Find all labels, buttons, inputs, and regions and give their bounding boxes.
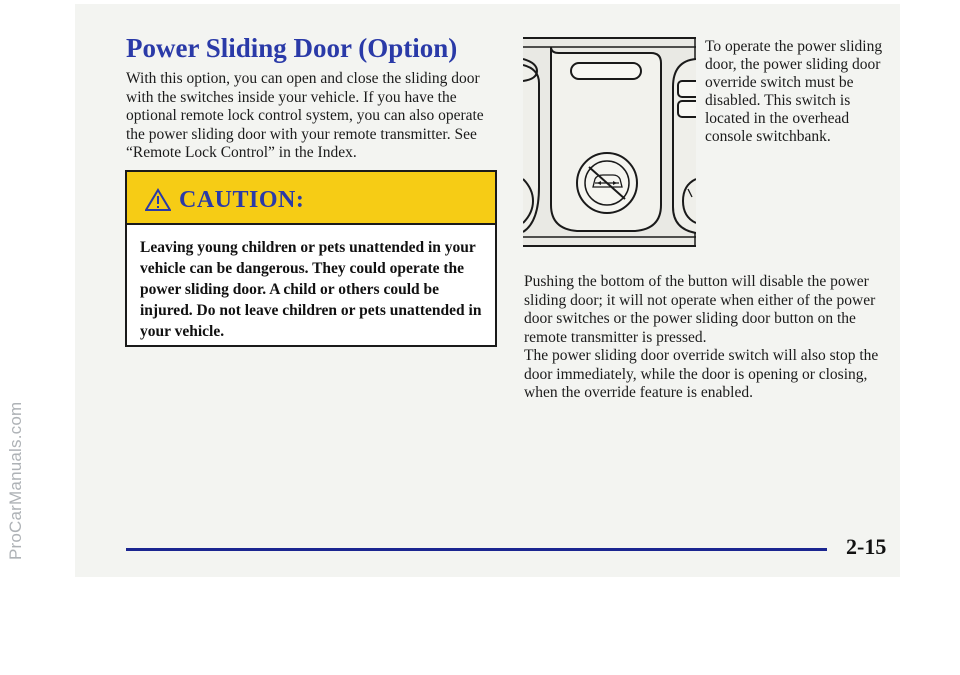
intro-paragraph: With this option, you can open and close the sliding door with the switches inside your vehicle. If you have the optional remote lock control system, you can also operate the power sliding door with your remote transmitter. See “Remote Lock Control” in the Index. — [126, 70, 484, 161]
stop-door-paragraph: The power sliding door override switch will also stop the door immediately, while the door is opening or closing, when the override feature is enabled. — [524, 347, 879, 401]
warning-triangle-icon — [145, 188, 171, 212]
caution-text: Leaving young children or pets unattended in your vehicle can be dangerous. They could operate the power sliding door. A child or others could be injured. Do not leave children or pets unattended in your vehicle. — [140, 239, 482, 340]
footer-rule — [126, 548, 827, 551]
page-number: 2-15 — [846, 534, 887, 559]
override-switch-paragraph: To operate the power sliding door, the power sliding door override switch must be disabled. This switch is located in the overhead console switchbank. — [705, 38, 883, 145]
caution-header — [127, 172, 495, 225]
disable-button-paragraph: Pushing the bottom of the button will disable the power sliding door; it will not operate when either of the power door switches or the power sliding door button on the remote transmitter is pressed. — [524, 273, 876, 346]
watermark: ProCarManuals.com — [6, 401, 25, 560]
override-switch-illustration — [523, 37, 696, 247]
caution-title: CAUTION: — [179, 187, 305, 213]
section-title: Power Sliding Door (Option) — [126, 33, 458, 63]
caution-box — [125, 170, 497, 347]
